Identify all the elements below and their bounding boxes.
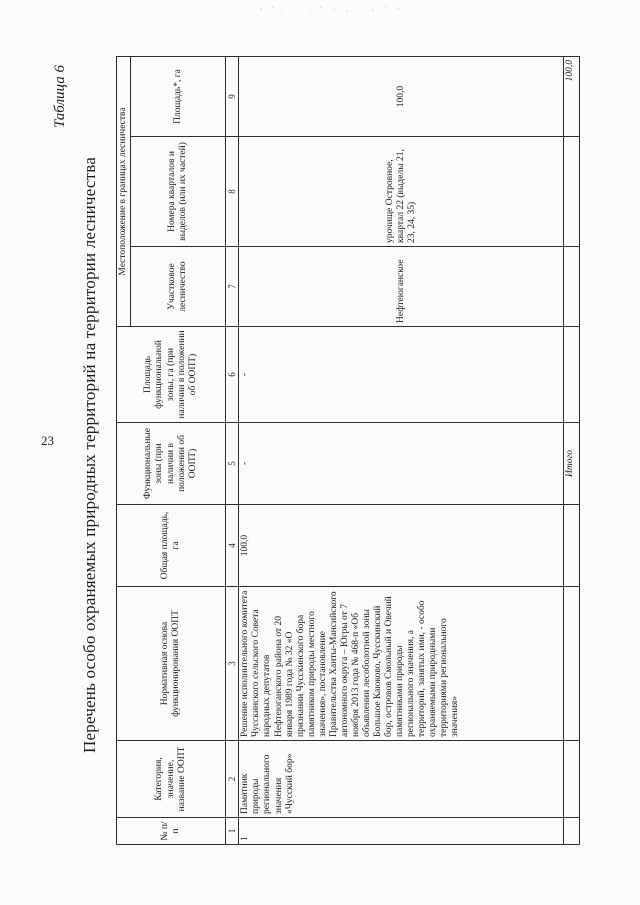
row-quarters: урочище Островное, квартал 22 (выделы 21, 23, 24, 35) — [239, 137, 564, 247]
page-number: 23 — [41, 433, 54, 448]
column-number: 7 — [226, 247, 239, 327]
row-functional-zones: - — [239, 423, 564, 505]
header-category: Категория, значение, название ООПТ — [117, 741, 226, 818]
column-number: 3 — [226, 587, 239, 741]
column-number-row — [226, 57, 239, 845]
column-number: 9 — [226, 57, 239, 137]
row-num: 1 — [239, 818, 564, 845]
table-caption: Таблица 6 — [52, 65, 68, 128]
table-row — [239, 57, 564, 845]
column-number: 4 — [226, 505, 239, 587]
row-area: 100,0 — [239, 57, 564, 137]
document-title: Перечень особо охраняемых природных территорий на территории лесничества — [80, 157, 99, 753]
scan-noise — [255, 3, 405, 15]
row-legal-basis: Решение исполнительного комитета Чусскинского сельского Совета народных депутатов Нефтеюганского района от 20 января 1989 года № 32 «О признании Чусскинского бора памятником природы местного значения», постановление Правительства Ханты-Мансийского автономного округа – Югры от 7 ноября 2013 года № 468-п «Об объявлении лесоболотной зоны Большое Каюково, Чусскинский бор, островов Смольный и Овечий памятниками природы регионального значения, а территорий, занятых ими, - особо охраняемыми природными территориями регионального значения» — [239, 587, 564, 741]
header-subforestry: Участковое лесничество — [131, 247, 226, 327]
column-number: 2 — [226, 741, 239, 818]
header-num: № п/п — [117, 818, 226, 845]
row-zone-area: - — [239, 327, 564, 423]
header-total-area: Общая площадь, га — [117, 505, 226, 587]
header-quarters: Номера кварталов и выделов (или их частей) — [131, 137, 226, 247]
header-functional-zones: Функциональные зоны (при наличии в положении об ООПТ) — [117, 423, 226, 505]
total-label: Итого — [564, 423, 580, 505]
header-location-group: Местоположение в границах лесничества — [117, 57, 131, 327]
column-number: 8 — [226, 137, 239, 247]
row-total-area: 100,0 — [239, 505, 564, 587]
row-subforestry: Нефтеюганское — [239, 247, 564, 327]
rotated-sheet — [40, 40, 630, 870]
total-value: 100,0 — [564, 57, 580, 137]
header-area: Площадь*, га — [131, 57, 226, 137]
column-number: 6 — [226, 327, 239, 423]
header-zone-area: Площадь функциональной зоны, га (при наличии в положении об ООПТ) — [117, 327, 226, 423]
header-legal-basis: Нормативная основа функционирования ООПТ — [117, 587, 226, 741]
row-category: Памятник природы регионального значения «Чусский бор» — [239, 741, 564, 818]
oopt-table — [116, 56, 580, 845]
column-number: 1 — [226, 818, 239, 845]
header-row — [117, 57, 131, 845]
column-number: 5 — [226, 423, 239, 505]
total-row — [564, 57, 580, 845]
